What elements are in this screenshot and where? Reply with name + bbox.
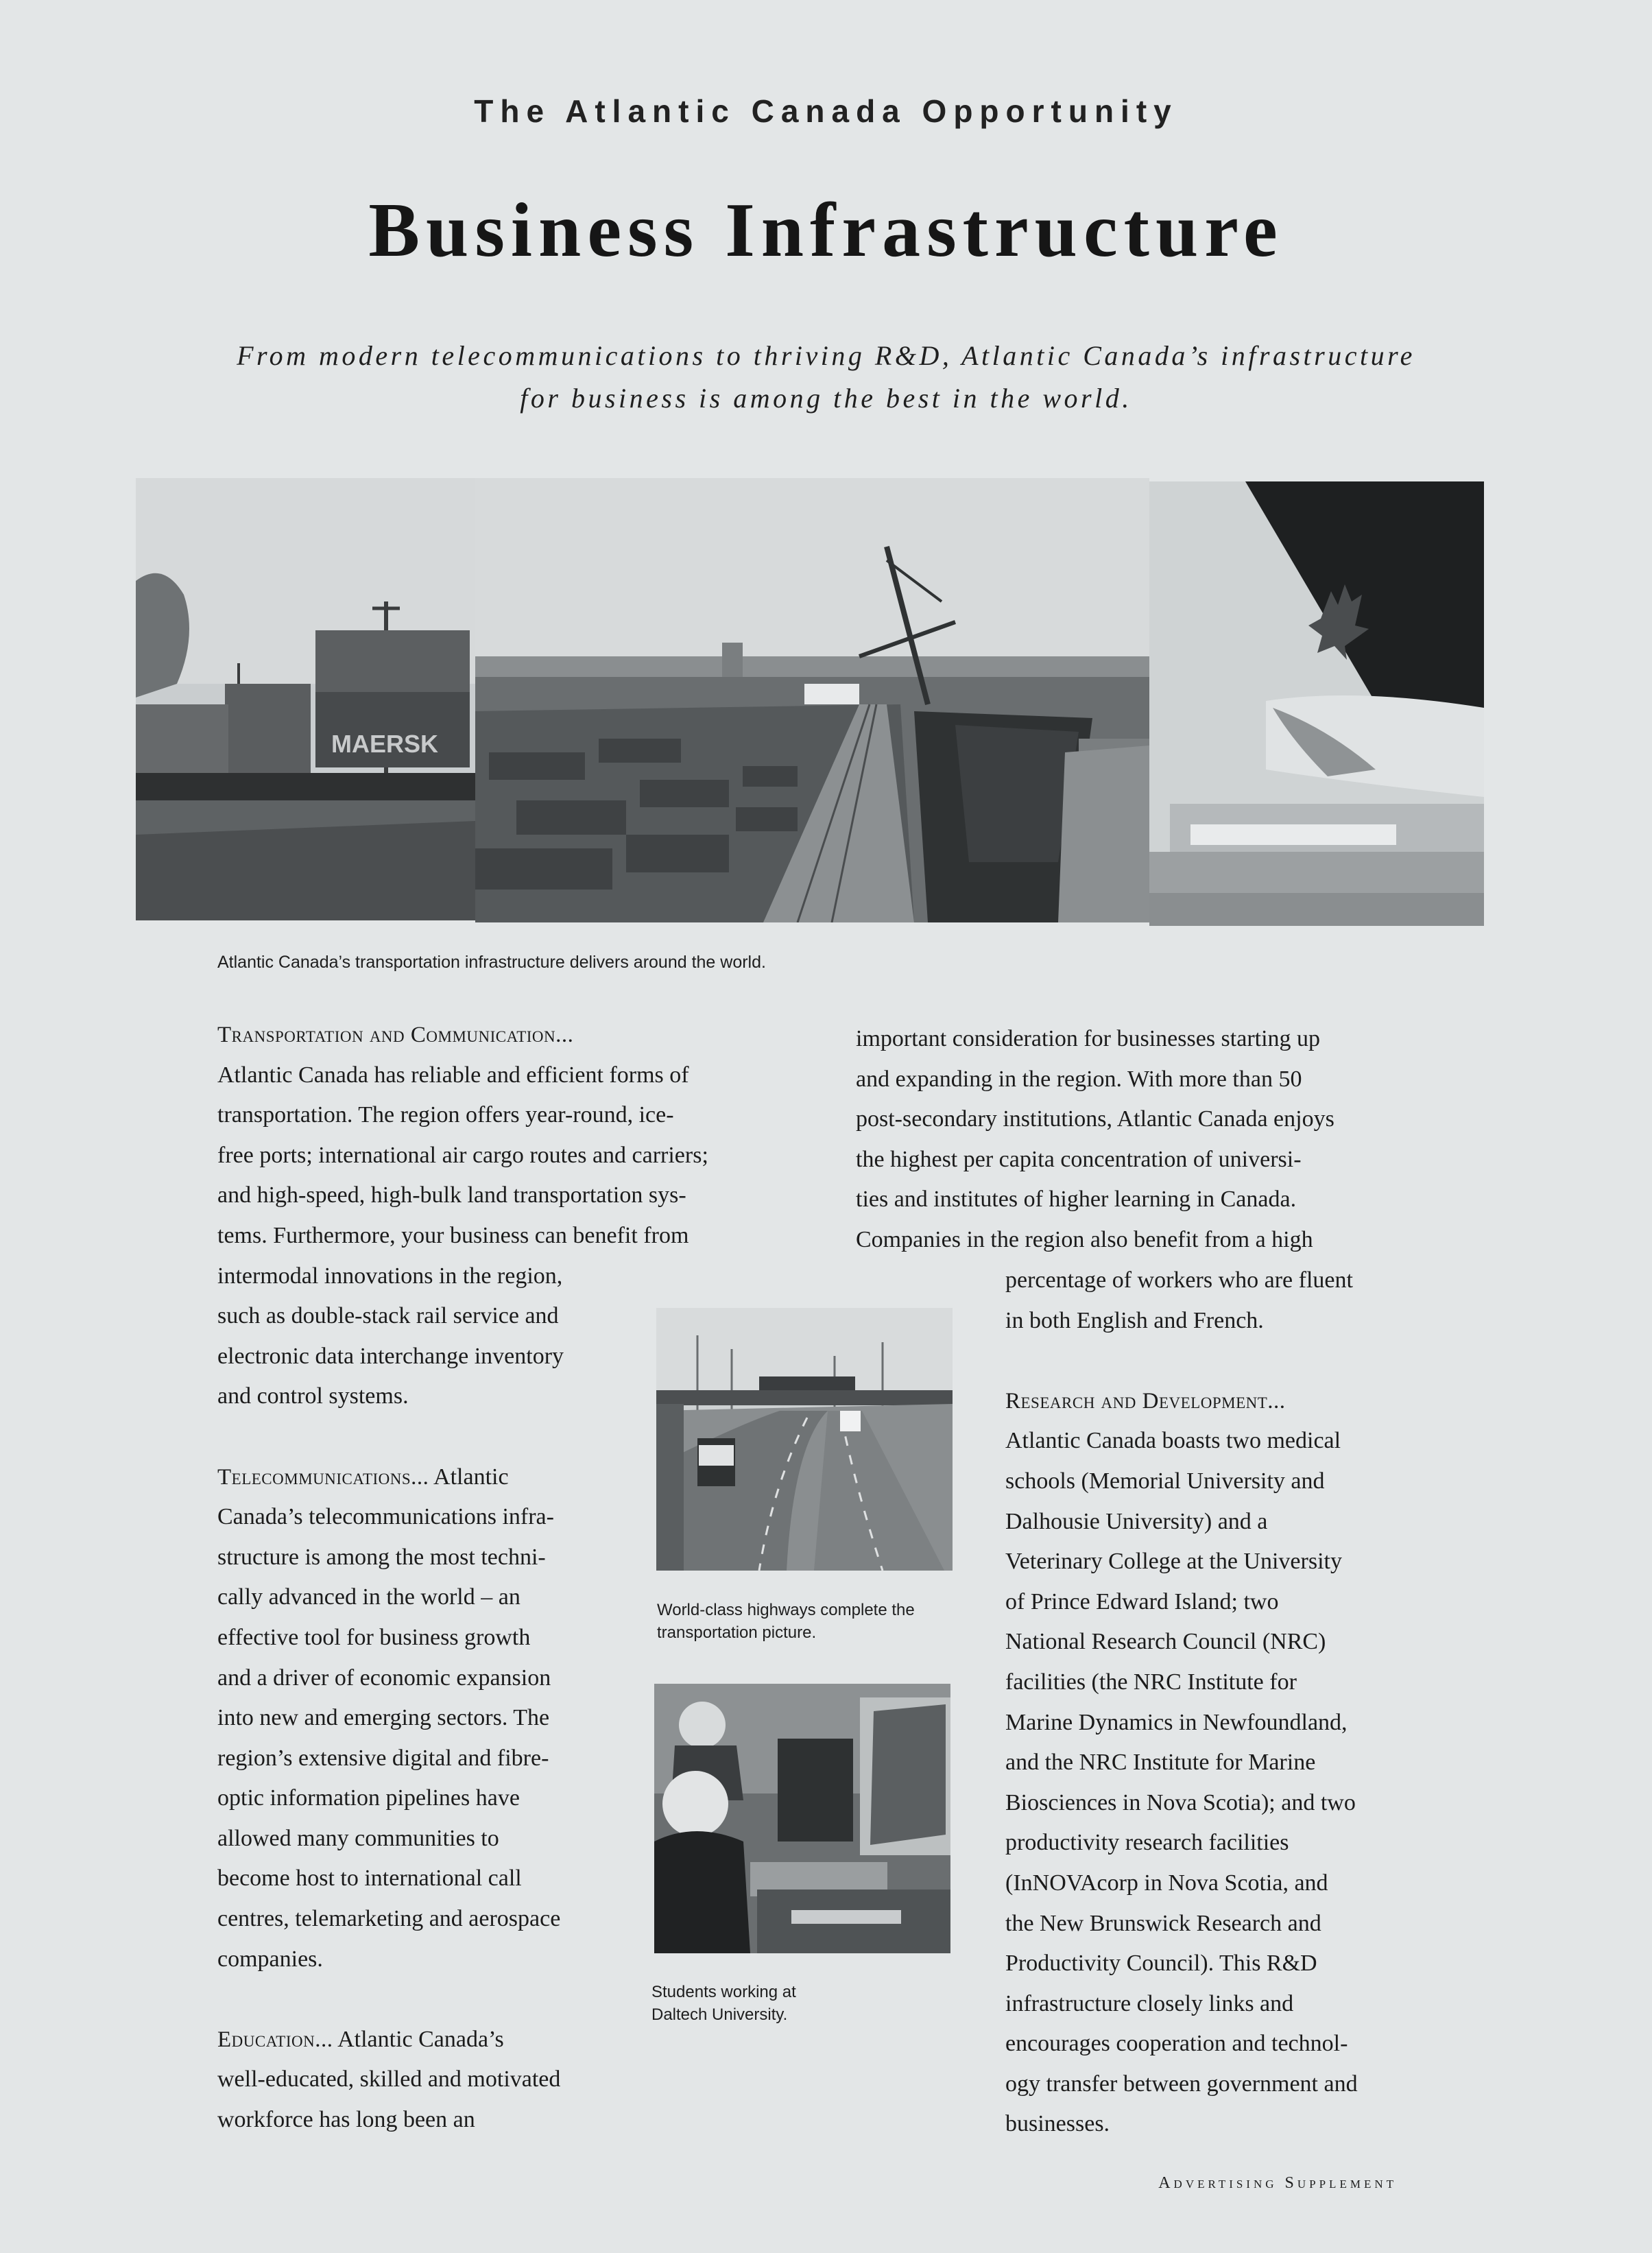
subtitle-line: From modern telecommunications to thriving R&D, Atlantic Canada’s infrastructure — [237, 340, 1415, 371]
body-line: ties and institutes of higher learning in Canada. — [856, 1187, 1297, 1213]
body-line: the New Brunswick Research and — [1005, 1910, 1321, 1936]
body-line: ogy transfer between government and — [1005, 2071, 1358, 2097]
photo-airplane — [1149, 481, 1484, 926]
caption-line: Daltech University. — [651, 2005, 788, 2024]
right-column-bottom — [1005, 1261, 1444, 2145]
body-line: and expanding in the region. With more than 50 — [856, 1066, 1302, 1092]
body-line: Productivity Council). This R&D — [1005, 1951, 1317, 1977]
body-line: region’s extensive digital and fibre- — [217, 1745, 549, 1771]
photo-port — [475, 478, 1149, 922]
body-line: transportation. The region offers year-round, ice- — [217, 1102, 674, 1128]
body-line: structure is among the most techni- — [217, 1544, 546, 1570]
photo-highway — [656, 1308, 953, 1571]
body-line: tems. Furthermore, your business can benefit from — [217, 1222, 689, 1248]
body-line: workforce has long been an — [217, 2107, 475, 2133]
photo-rail-yard — [136, 478, 475, 920]
footer-label: Advertising Supplement — [1158, 2174, 1397, 2192]
body-line: centres, telemarketing and aerospace — [217, 1906, 561, 1932]
body-line: and control systems. — [217, 1383, 409, 1409]
body-line: companies. — [217, 1946, 323, 1972]
education-heading: Education... — [217, 2027, 333, 2052]
body-line: and a driver of economic expansion — [217, 1665, 551, 1691]
body-line: become host to international call — [217, 1865, 522, 1892]
body-line: allowed many communities to — [217, 1825, 499, 1851]
caption-line: transportation picture. — [657, 1623, 817, 1642]
body-line: into new and emerging sectors. The — [217, 1705, 550, 1731]
body-line: National Research Council (NRC) — [1005, 1629, 1326, 1655]
body-line: in both English and French. — [1005, 1307, 1264, 1333]
body-line: Veterinary College at the University — [1005, 1549, 1342, 1575]
body-line: electronic data interchange inventory — [217, 1343, 564, 1369]
caption-line: World-class highways complete the — [657, 1601, 915, 1619]
body-line: Marine Dynamics in Newfoundland, — [1005, 1709, 1348, 1735]
telecom-heading: Telecommunications... — [217, 1464, 429, 1490]
left-column — [217, 1015, 739, 2141]
body-line: Atlantic Canada boasts two medical — [1005, 1428, 1341, 1454]
body-line: facilities (the NRC Institute for — [1005, 1669, 1297, 1695]
body-line: Dalhousie University) and a — [1005, 1508, 1268, 1534]
caption-line: Students working at — [651, 1983, 796, 2001]
body-line: and high-speed, high-bulk land transportation sys- — [217, 1182, 686, 1208]
highway-caption — [657, 1599, 915, 1644]
body-line: businesses. — [1005, 2111, 1110, 2137]
body-line: Atlantic Canada’s — [333, 2026, 504, 2052]
body-line: Atlantic Canada has reliable and efficient forms of — [217, 1062, 689, 1088]
body-line: encourages cooperation and technol- — [1005, 2031, 1348, 2057]
body-line: important consideration for businesses starting up — [856, 1026, 1321, 1051]
body-line: Biosciences in Nova Scotia); and two — [1005, 1789, 1356, 1815]
body-line: optic information pipelines have — [217, 1785, 520, 1811]
body-line: schools (Memorial University and — [1005, 1468, 1325, 1494]
body-line: percentage of workers who are fluent — [1005, 1267, 1353, 1293]
container-label: MAERSK — [331, 730, 439, 758]
body-line: and the NRC Institute for Marine — [1005, 1750, 1316, 1776]
body-line: well-educated, skilled and motivated — [217, 2066, 561, 2093]
page-title: Business Infrastructure — [368, 188, 1284, 273]
body-line: the highest per capita concentration of universi- — [856, 1146, 1302, 1172]
body-line: (InNOVAcorp in Nova Scotia, and — [1005, 1870, 1328, 1896]
body-line: post-secondary institutions, Atlantic Canada enjoys — [856, 1106, 1334, 1132]
body-line: Atlantic — [429, 1464, 509, 1490]
photo-students — [654, 1684, 950, 1953]
body-line: Canada’s telecommunications infra- — [217, 1504, 554, 1530]
right-column-top — [856, 1019, 1418, 1261]
body-line: free ports; international air cargo routes and carriers; — [217, 1142, 708, 1168]
body-line: Companies in the region also benefit from a high — [856, 1226, 1313, 1252]
section-kicker: The Atlantic Canada Opportunity — [474, 93, 1178, 129]
rd-heading: Research and Development... — [1005, 1388, 1286, 1414]
body-line: of Prince Edward Island; two — [1005, 1588, 1279, 1614]
transport-heading: Transportation and Communication... — [217, 1023, 574, 1047]
body-line: effective tool for business growth — [217, 1624, 531, 1650]
body-line: such as double-stack rail service and — [217, 1303, 559, 1329]
students-caption — [651, 1981, 796, 2026]
subtitle-line: for business is among the best in the world. — [520, 383, 1132, 414]
body-line: infrastructure closely links and — [1005, 1990, 1294, 2016]
body-line: intermodal innovations in the region, — [217, 1263, 563, 1289]
body-line: productivity research facilities — [1005, 1830, 1289, 1856]
body-line: cally advanced in the world – an — [217, 1584, 520, 1610]
panorama-caption: Atlantic Canada’s transportation infrastructure delivers around the world. — [217, 953, 766, 972]
subtitle — [110, 335, 1542, 420]
